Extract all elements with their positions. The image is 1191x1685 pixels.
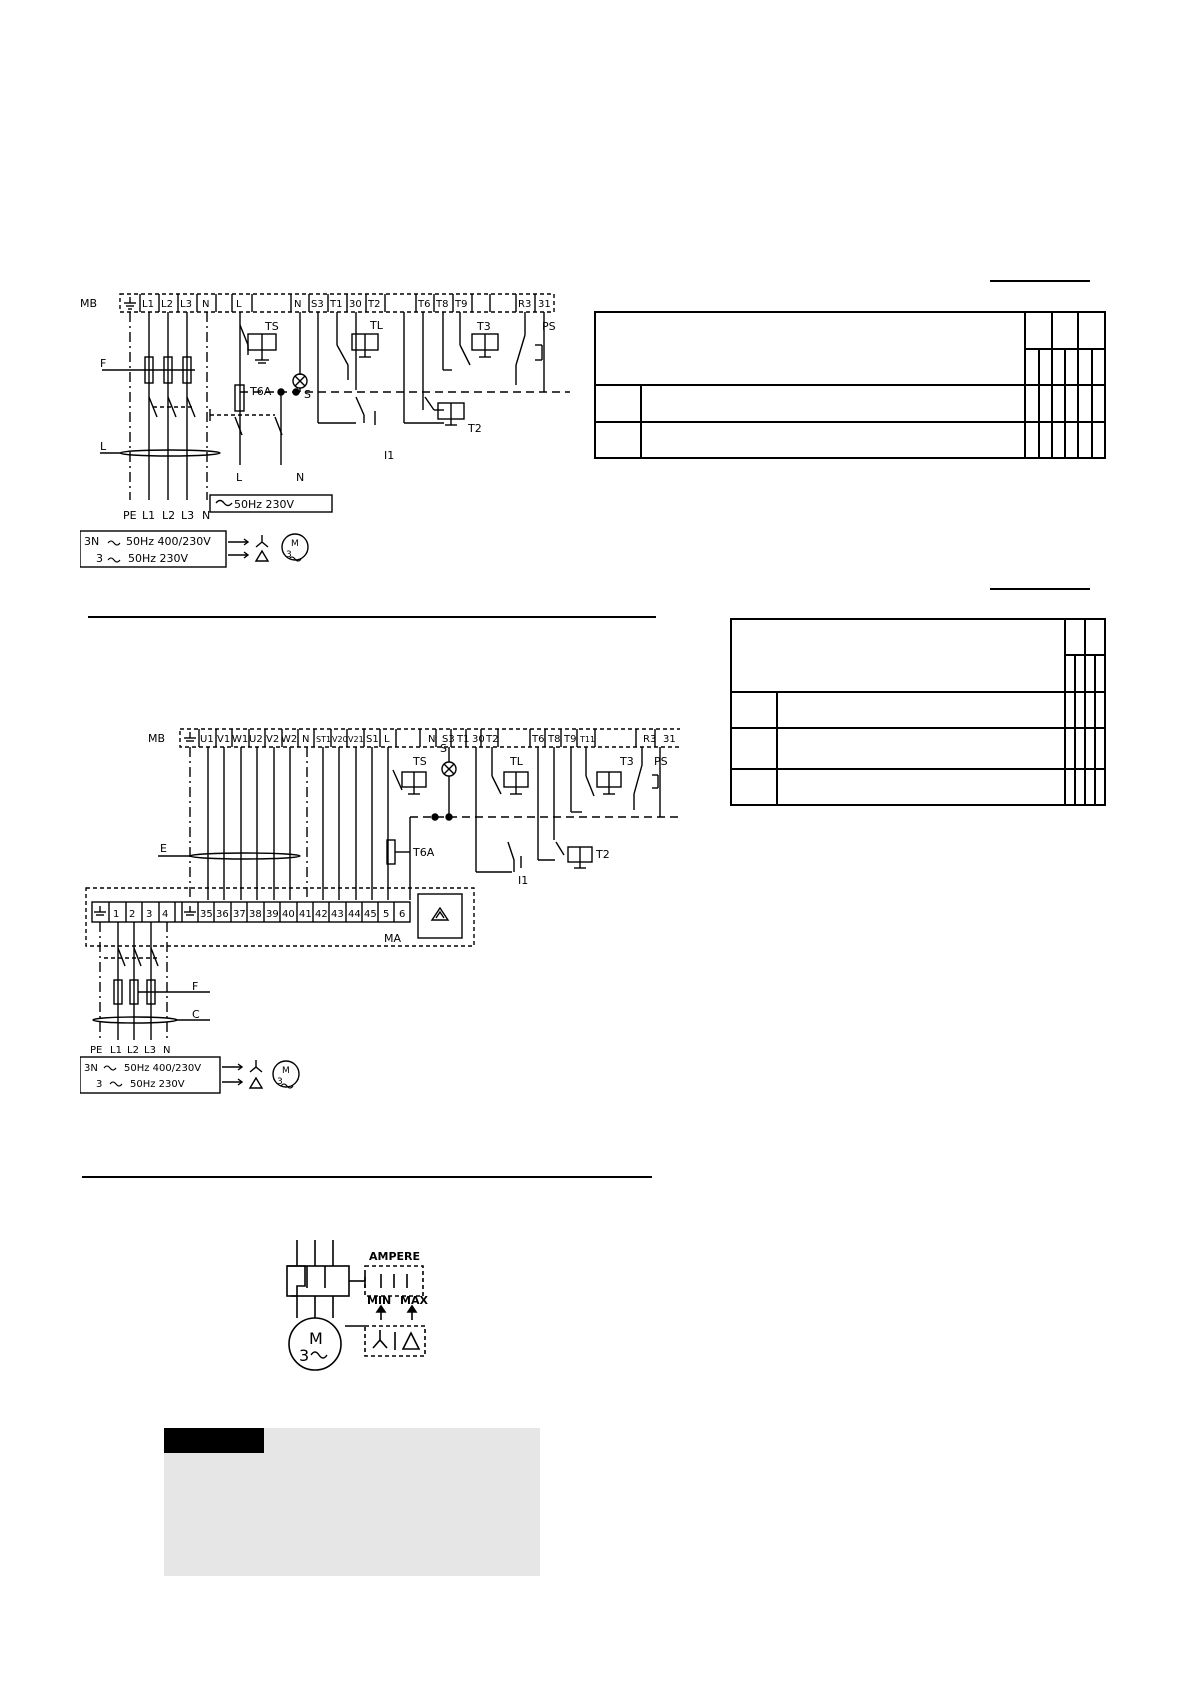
t2-w2: W2	[281, 734, 298, 745]
ma-2: 2	[129, 909, 136, 920]
term-t8: T8	[436, 299, 449, 310]
ma-41: 41	[299, 909, 312, 920]
ma-40: 40	[282, 909, 295, 920]
term-l3: L3	[180, 299, 192, 310]
label-t6a: T6A	[250, 385, 272, 398]
label-t6a-2: T6A	[413, 846, 435, 859]
motor-m-2: M	[282, 1066, 290, 1076]
ma-43: 43	[331, 909, 344, 920]
t2-t2: T2	[486, 734, 499, 745]
term-t9: T9	[455, 299, 468, 310]
label-s-2: S	[440, 742, 447, 755]
supply-3n: 3N	[84, 535, 100, 548]
ma-37: 37	[233, 909, 246, 920]
supply-3: 3	[96, 552, 103, 565]
label-f-2: F	[192, 980, 199, 993]
motor-3-3: 3	[299, 1346, 310, 1365]
ma-44: 44	[348, 909, 361, 920]
term-t1: T1	[330, 299, 343, 310]
t2-s1: S1	[366, 734, 379, 745]
t2-n2: N	[428, 734, 436, 745]
bottom2-n: N	[163, 1045, 171, 1056]
label-ps-2: PS	[654, 755, 668, 768]
ma-39: 39	[266, 909, 279, 920]
t2-u1: U1	[200, 734, 214, 745]
ma-6: 6	[399, 909, 406, 920]
ma-5: 5	[383, 909, 390, 920]
label-i1-2: I1	[518, 874, 529, 887]
t2-r3: R3	[643, 734, 657, 745]
label-c: C	[192, 1008, 200, 1021]
bottom-l1: L1	[142, 509, 156, 522]
t2-t1: T1	[457, 734, 470, 745]
label-t3: T3	[477, 320, 491, 333]
ma-3: 3	[146, 909, 153, 920]
t2-v20: V20	[332, 735, 348, 744]
term-r3: R3	[518, 299, 532, 310]
term-n2: N	[294, 299, 302, 310]
label-t2: T2	[468, 422, 482, 435]
supply2-3: 3	[96, 1079, 103, 1090]
note-box	[164, 1428, 540, 1576]
t2-st1: ST1	[316, 735, 332, 744]
t2-t11: T11	[580, 735, 596, 744]
table-1	[594, 311, 1106, 459]
label-ts: TS	[265, 320, 279, 333]
term-t2: T2	[368, 299, 381, 310]
mb-label-2: MB	[148, 732, 166, 745]
label-ma: MA	[384, 932, 402, 945]
supply2-400: 50Hz 400/230V	[124, 1063, 202, 1074]
bottom2-l2: L2	[127, 1045, 139, 1056]
label-l-bottom: L	[236, 471, 243, 484]
supply2-3n: 3N	[84, 1063, 98, 1074]
single-phase-text: 50Hz 230V	[234, 498, 295, 511]
t2-t8: T8	[548, 734, 561, 745]
bottom2-l1: L1	[110, 1045, 122, 1056]
term-n: N	[202, 299, 210, 310]
motor-3-1: 3	[286, 550, 292, 560]
motor-m-3: M	[309, 1329, 323, 1348]
ma-38: 38	[249, 909, 262, 920]
ampere-label: AMPERE	[369, 1250, 421, 1263]
max-label: MAX	[400, 1294, 428, 1307]
ma-45: 45	[364, 909, 377, 920]
term-30: 30	[349, 299, 362, 310]
ma-42: 42	[315, 909, 328, 920]
label-ps: PS	[542, 320, 556, 333]
ma-4: 4	[162, 909, 169, 920]
t2-v1: V1	[217, 734, 231, 745]
bottom-n: N	[202, 509, 211, 522]
top-right-rule-1	[990, 280, 1090, 282]
t2-w1: W1	[232, 734, 249, 745]
term-31: 31	[538, 299, 551, 310]
label-t2-2: T2	[596, 848, 610, 861]
label-ts-2: TS	[413, 755, 427, 768]
table-2	[730, 618, 1106, 806]
term-l1: L1	[142, 299, 154, 310]
wiring-diagram-1	[80, 285, 580, 575]
term-l2: L2	[161, 299, 173, 310]
motor-3-2: 3	[277, 1077, 283, 1087]
label-i1: I1	[384, 449, 395, 462]
motor-diagram	[285, 1236, 455, 1376]
bottom-pe: PE	[123, 509, 137, 522]
min-label: MIN	[367, 1294, 392, 1307]
supply-400: 50Hz 400/230V	[126, 535, 211, 548]
supply2-230: 50Hz 230V	[130, 1079, 185, 1090]
term-l: L	[236, 299, 242, 310]
t2-u2: U2	[249, 734, 263, 745]
bottom2-pe: PE	[90, 1045, 103, 1056]
top-right-rule-2	[990, 588, 1090, 590]
t2-n: N	[302, 734, 310, 745]
note-tag	[164, 1428, 264, 1453]
separator-2	[82, 1176, 652, 1178]
term-t6: T6	[418, 299, 431, 310]
label-l: L	[100, 440, 107, 453]
t2-t9: T9	[564, 734, 577, 745]
bottom2-l3: L3	[144, 1045, 156, 1056]
label-f: F	[100, 357, 107, 370]
label-t3-2: T3	[620, 755, 634, 768]
bottom-l3: L3	[181, 509, 195, 522]
wiring-diagram-2	[80, 720, 680, 1130]
ma-1: 1	[113, 909, 120, 920]
t2-s3: S3	[442, 734, 455, 745]
separator-1	[88, 616, 656, 618]
t2-v2: V2	[266, 734, 280, 745]
t2-v21: V21	[348, 735, 364, 744]
bottom-l2: L2	[162, 509, 176, 522]
motor-m-1: M	[291, 539, 299, 549]
t2-t6: T6	[532, 734, 545, 745]
term-s3: S3	[311, 299, 324, 310]
label-tl: TL	[370, 319, 383, 332]
label-s: S	[304, 388, 311, 401]
t2-30: 30	[472, 734, 485, 745]
ma-36: 36	[216, 909, 229, 920]
t2-l: L	[384, 734, 390, 745]
label-e: E	[160, 842, 167, 855]
ma-35: 35	[200, 909, 213, 920]
mb-label-1: MB	[80, 297, 98, 310]
label-tl-2: TL	[510, 755, 523, 768]
t2-31: 31	[663, 734, 676, 745]
label-n-bottom: N	[296, 471, 305, 484]
supply-230: 50Hz 230V	[128, 552, 189, 565]
